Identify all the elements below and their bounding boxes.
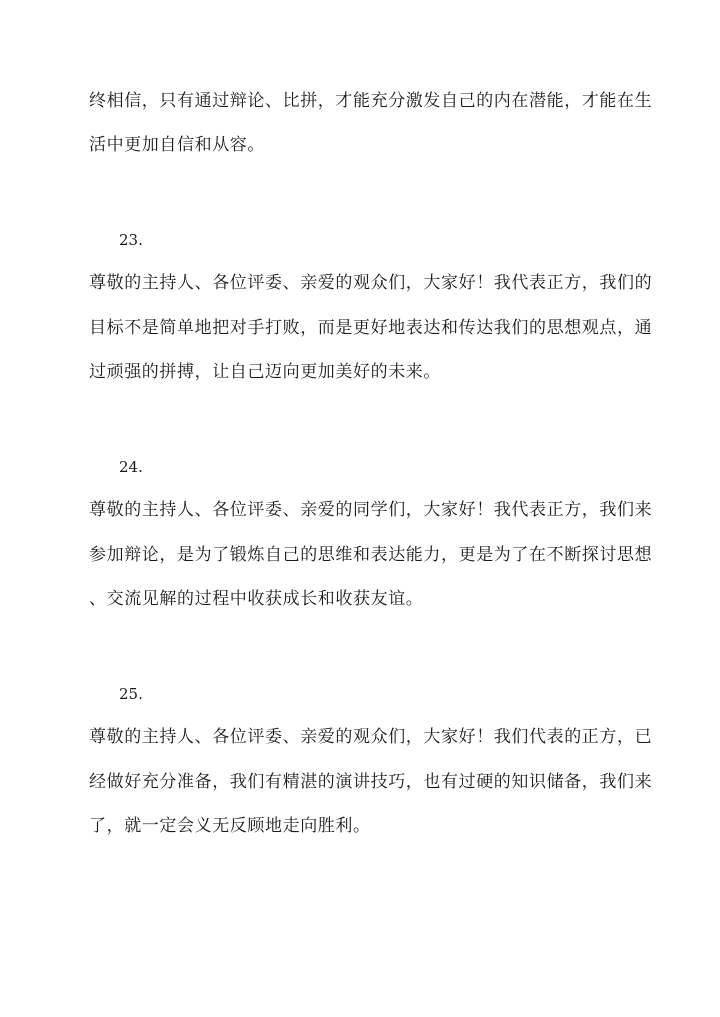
section-23-line-3: 过顽强的拼搏，让自己迈向更加美好的未来。 <box>89 362 441 382</box>
section-number-23: 23. <box>119 231 143 249</box>
section-24-line-2: 参加辩论，是为了锻炼自己的思维和表达能力，更是为了在不断探讨思想 <box>89 545 653 565</box>
section-24-line-1: 尊敬的主持人、各位评委、亲爱的同学们，大家好！我代表正方，我们来 <box>89 500 653 520</box>
intro-line-2: 活中更加自信和从容。 <box>89 135 265 155</box>
section-number-25: 25. <box>119 685 143 703</box>
section-25-line-3: 了，就一定会义无反顾地走向胜利。 <box>89 816 371 836</box>
section-25-line-2: 经做好充分准备，我们有精湛的演讲技巧，也有过硬的知识储备，我们来 <box>89 772 653 792</box>
section-number-24: 24. <box>119 458 143 476</box>
section-23-line-1: 尊敬的主持人、各位评委、亲爱的观众们，大家好！我代表正方，我们的 <box>89 273 653 293</box>
section-24-line-3: 、交流见解的过程中收获成长和收获友谊。 <box>89 589 424 609</box>
section-25-line-1: 尊敬的主持人、各位评委、亲爱的观众们，大家好！我们代表的正方，已 <box>89 727 653 747</box>
section-23-line-2: 目标不是简单地把对手打败，而是更好地表达和传达我们的思想观点，通 <box>89 318 653 338</box>
intro-line-1: 终相信，只有通过辩论、比拼，才能充分激发自己的内在潜能，才能在生 <box>89 91 653 111</box>
